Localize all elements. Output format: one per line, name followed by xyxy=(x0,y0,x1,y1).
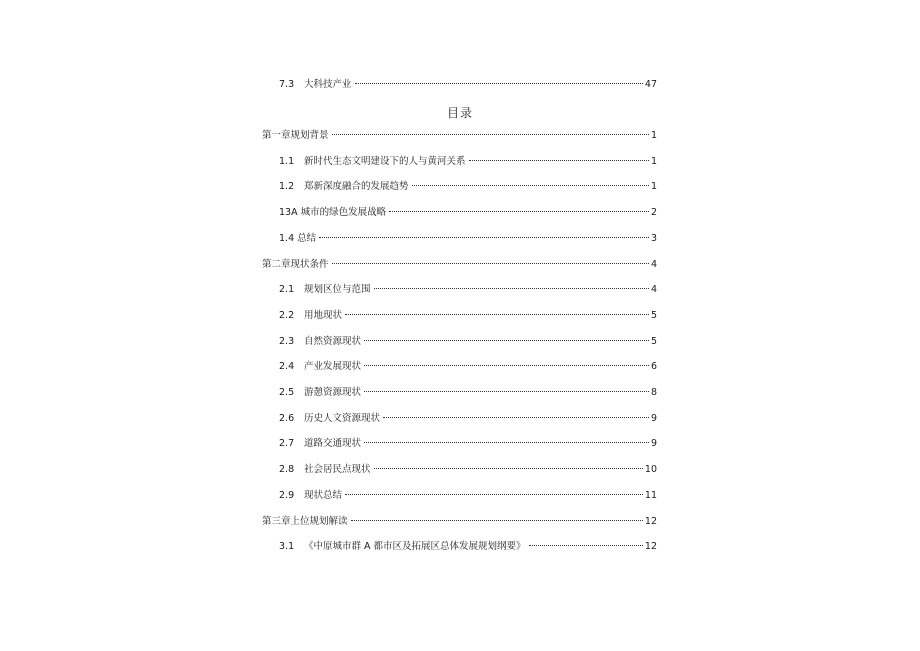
entry-title: 第一章规划背景 xyxy=(262,130,329,141)
entry-number: 7.3 xyxy=(279,79,295,90)
entry-page: 9 xyxy=(650,413,657,424)
entry-number: 2.1 xyxy=(279,284,295,295)
dot-leader xyxy=(364,442,649,443)
entry-title: 用地现状 xyxy=(304,310,343,321)
dot-leader xyxy=(389,211,649,212)
entry-title: 现状总结 xyxy=(304,490,343,501)
toc-section-entry[interactable] xyxy=(0,205,920,221)
entry-page: 5 xyxy=(650,336,657,347)
entry-title: 《中原城市群 A 都市区及拓展区总体发展规划纲要》 xyxy=(304,541,526,552)
entry-number: 2.9 xyxy=(279,490,295,501)
toc-section-entry[interactable] xyxy=(0,308,920,324)
toc-section-entry[interactable] xyxy=(0,436,920,452)
entry-page: 6 xyxy=(650,361,657,372)
toc-chapter-entry[interactable] xyxy=(0,257,920,273)
entry-page: 1 xyxy=(650,156,657,167)
toc-section-entry[interactable] xyxy=(0,154,920,170)
entry-title: 第二章现状条件 xyxy=(262,259,329,270)
entry-page: 1 xyxy=(650,181,657,192)
toc-section-entry[interactable] xyxy=(0,539,920,555)
entry-page: 12 xyxy=(644,541,657,552)
entry-number: 2.5 xyxy=(279,387,295,398)
dot-leader xyxy=(332,263,649,264)
dot-leader xyxy=(469,160,649,161)
entry-title: 游憩资源现状 xyxy=(304,387,362,398)
entry-page: 4 xyxy=(650,284,657,295)
toc-section-entry[interactable] xyxy=(0,488,920,504)
dot-leader xyxy=(345,314,649,315)
entry-title: 大科技产业 xyxy=(304,79,352,90)
dot-leader xyxy=(355,83,643,84)
entry-page: 12 xyxy=(644,516,657,527)
dot-leader xyxy=(374,288,649,289)
entry-title: 自然资源现状 xyxy=(304,336,362,347)
entry-number: 2.3 xyxy=(279,336,295,347)
dot-leader xyxy=(351,520,643,521)
dot-leader xyxy=(374,468,643,469)
dot-leader xyxy=(364,391,649,392)
entry-number: 2.2 xyxy=(279,310,295,321)
entry-title: 1.4 总结 xyxy=(279,233,317,244)
entry-title: 社会居民点现状 xyxy=(304,464,371,475)
entry-title: 规划区位与范围 xyxy=(304,284,371,295)
entry-page: 2 xyxy=(650,207,657,218)
toc-section-entry[interactable] xyxy=(0,359,920,375)
toc-section-entry[interactable] xyxy=(0,411,920,427)
entry-title: 第三章上位规划解读 xyxy=(262,516,348,527)
toc-chapter-entry[interactable] xyxy=(0,514,920,530)
entry-number: 3.1 xyxy=(279,541,295,552)
entry-title: 道路交通现状 xyxy=(304,438,362,449)
toc-heading: 目录 xyxy=(446,106,473,120)
toc-section-entry[interactable] xyxy=(0,282,920,298)
dot-leader xyxy=(364,365,649,366)
dot-leader xyxy=(319,237,649,238)
entry-page: 1 xyxy=(650,130,657,141)
entry-page: 8 xyxy=(650,387,657,398)
entry-number: 1.2 xyxy=(279,181,295,192)
entry-number: 2.6 xyxy=(279,413,295,424)
toc-section-entry[interactable] xyxy=(0,231,920,247)
entry-page: 4 xyxy=(650,259,657,270)
entry-title: 历史人文资源现状 xyxy=(304,413,381,424)
toc-chapter-entry[interactable] xyxy=(0,128,920,144)
entry-title: 新时代生态文明建设下的人与黄河关系 xyxy=(304,156,466,167)
entry-title: 产业发展现状 xyxy=(304,361,362,372)
entry-title: 13A 城市的绿色发展战略 xyxy=(279,207,387,218)
toc-section-entry[interactable] xyxy=(0,334,920,350)
entry-page: 11 xyxy=(644,490,657,501)
dot-leader xyxy=(383,417,649,418)
toc-section-entry[interactable] xyxy=(0,462,920,478)
entry-page: 9 xyxy=(650,438,657,449)
dot-leader xyxy=(529,545,643,546)
entry-title: 郑新深度融合的发展趋势 xyxy=(304,181,409,192)
dot-leader xyxy=(364,340,649,341)
dot-leader xyxy=(345,494,643,495)
entry-page: 47 xyxy=(644,79,657,90)
toc-section-entry[interactable] xyxy=(0,385,920,401)
entry-number: 2.4 xyxy=(279,361,295,372)
entry-number: 2.8 xyxy=(279,464,295,475)
entry-number: 2.7 xyxy=(279,438,295,449)
entry-page: 3 xyxy=(650,233,657,244)
entry-page: 10 xyxy=(644,464,657,475)
dot-leader xyxy=(332,134,649,135)
toc-top-entry[interactable] xyxy=(0,77,920,93)
dot-leader xyxy=(412,185,649,186)
entry-number: 1.1 xyxy=(279,156,295,167)
entry-page: 5 xyxy=(650,310,657,321)
toc-section-entry[interactable] xyxy=(0,179,920,195)
